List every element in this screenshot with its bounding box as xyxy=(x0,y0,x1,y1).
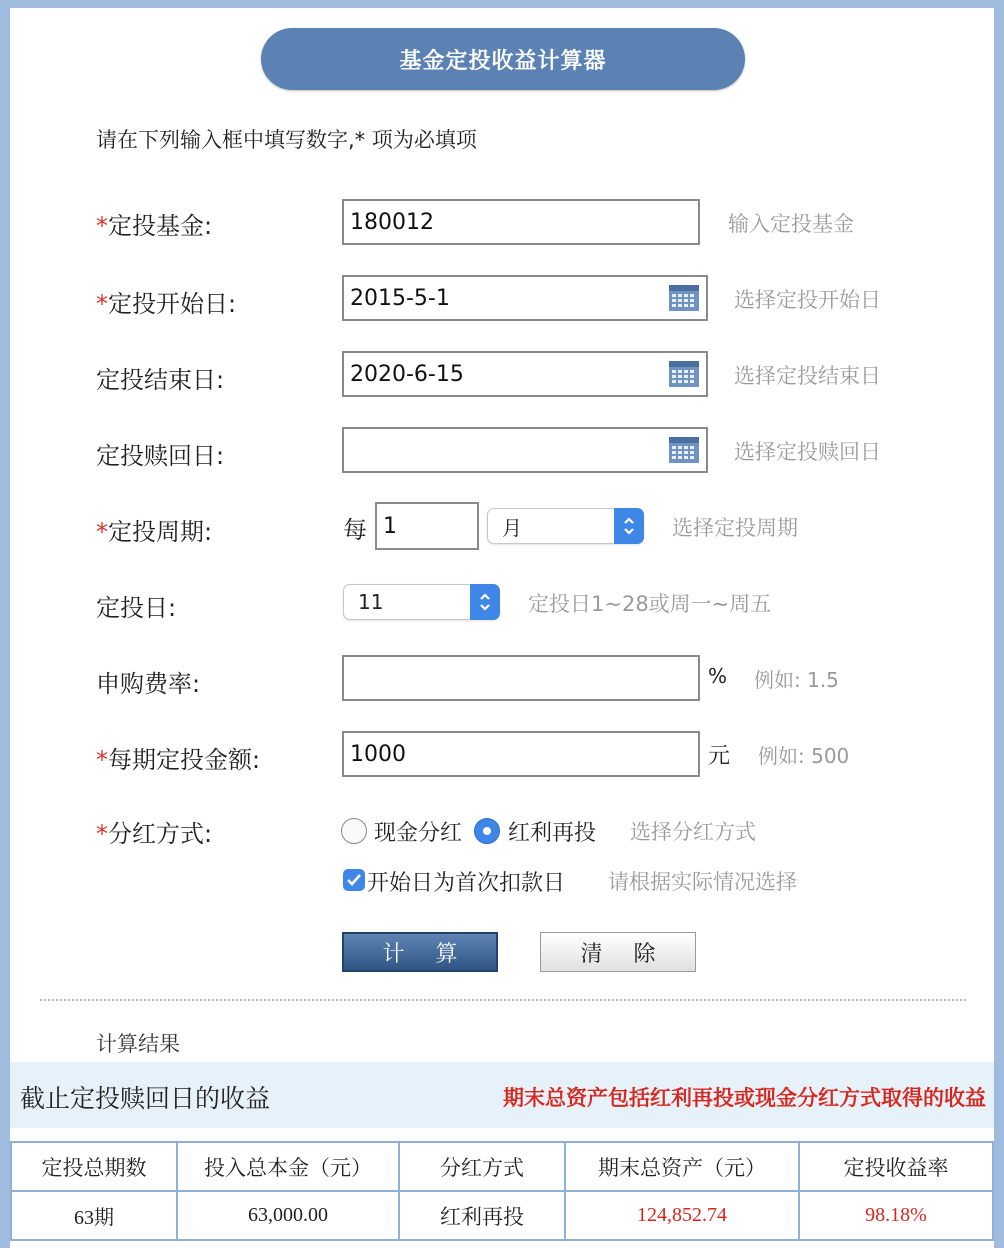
result-section-label: 计算结果 xyxy=(96,1032,180,1056)
required-mark: * xyxy=(96,820,108,848)
redeem-date-label: 定投赎回日: xyxy=(96,442,225,470)
amount-input[interactable]: 1000 xyxy=(342,731,700,777)
dividend-cash-radio[interactable] xyxy=(341,818,367,844)
end-date-input[interactable]: 2020-6-15 xyxy=(342,351,708,397)
dividend-reinvest-radio[interactable] xyxy=(474,818,500,844)
period-label: *定投周期: xyxy=(96,518,213,546)
start-date-input[interactable]: 2015-5-1 xyxy=(342,275,708,321)
checkmark-icon xyxy=(346,873,362,887)
required-mark: * xyxy=(96,518,108,546)
page-title: 基金定投收益计算器 xyxy=(261,28,745,90)
period-count-input[interactable]: 1 xyxy=(375,502,479,550)
cell-total-principal: 63,000.00 xyxy=(177,1191,399,1240)
end-date-hint: 选择定投结束日 xyxy=(734,364,881,388)
header-total-periods: 定投总期数 xyxy=(11,1142,177,1191)
intro-text: 请在下列输入框中填写数字,* 项为必填项 xyxy=(96,128,477,152)
cell-final-assets: 124,852.74 xyxy=(565,1191,799,1240)
amount-hint: 例如: 500 xyxy=(758,744,850,768)
invest-day-label: 定投日: xyxy=(96,594,177,622)
result-title: 截止定投赎回日的收益 xyxy=(20,1084,271,1113)
required-mark: * xyxy=(96,290,108,318)
chevron-updown-icon xyxy=(614,508,644,544)
calendar-icon[interactable] xyxy=(668,359,700,389)
amount-label: *每期定投金额: xyxy=(96,746,261,774)
calculate-button[interactable]: 计 算 xyxy=(342,932,498,972)
invest-day-select[interactable]: 11 xyxy=(343,584,500,620)
dividend-label: *分红方式: xyxy=(96,820,213,848)
fund-hint: 输入定投基金 xyxy=(728,212,854,236)
calendar-icon[interactable] xyxy=(668,283,700,313)
period-unit-select[interactable]: 月 xyxy=(487,508,644,544)
fund-input[interactable]: 180012 xyxy=(342,199,700,245)
invest-day-hint: 定投日1~28或周一~周五 xyxy=(528,592,772,616)
amount-unit: 元 xyxy=(708,744,731,769)
calculator-panel xyxy=(10,8,994,1248)
dividend-cash-label[interactable]: 现金分红 xyxy=(374,821,463,846)
divider xyxy=(40,999,966,1001)
first-deduct-hint: 请根据实际情况选择 xyxy=(608,870,797,894)
cell-return-rate: 98.18% xyxy=(799,1191,993,1240)
cell-dividend-method: 红利再投 xyxy=(399,1191,565,1240)
header-return-rate: 定投收益率 xyxy=(799,1142,993,1191)
dividend-hint: 选择分红方式 xyxy=(630,820,756,844)
cell-total-periods: 63期 xyxy=(11,1191,177,1240)
header-total-principal: 投入总本金（元） xyxy=(177,1142,399,1191)
redeem-date-input[interactable] xyxy=(342,427,708,473)
chevron-updown-icon xyxy=(470,584,500,620)
fund-label: *定投基金: xyxy=(96,212,213,240)
header-final-assets: 期末总资产（元） xyxy=(565,1142,799,1191)
dividend-reinvest-label[interactable]: 红利再投 xyxy=(508,821,597,846)
result-note: 期末总资产包括红利再投或现金分红方式取得的收益 xyxy=(503,1086,986,1110)
first-deduct-label[interactable]: 开始日为首次扣款日 xyxy=(367,871,566,896)
fee-rate-unit: % xyxy=(708,664,728,688)
start-date-label: *定投开始日: xyxy=(96,290,237,318)
header-dividend-method: 分红方式 xyxy=(399,1142,565,1191)
end-date-label: 定投结束日: xyxy=(96,366,225,394)
fee-rate-hint: 例如: 1.5 xyxy=(754,668,839,692)
fee-rate-label: 申购费率: xyxy=(96,670,201,698)
fee-rate-input[interactable] xyxy=(342,655,700,701)
required-mark: * xyxy=(96,746,108,774)
table-header-row xyxy=(11,1142,993,1191)
period-prefix: 每 xyxy=(343,516,367,544)
period-hint: 选择定投周期 xyxy=(672,516,798,540)
start-date-hint: 选择定投开始日 xyxy=(734,288,881,312)
clear-button[interactable]: 清 除 xyxy=(540,932,696,972)
calendar-icon[interactable] xyxy=(668,435,700,465)
result-table xyxy=(10,1141,994,1241)
redeem-date-hint: 选择定投赎回日 xyxy=(734,440,881,464)
table-row xyxy=(11,1191,993,1240)
required-mark: * xyxy=(96,212,108,240)
first-deduct-checkbox[interactable] xyxy=(343,869,365,891)
